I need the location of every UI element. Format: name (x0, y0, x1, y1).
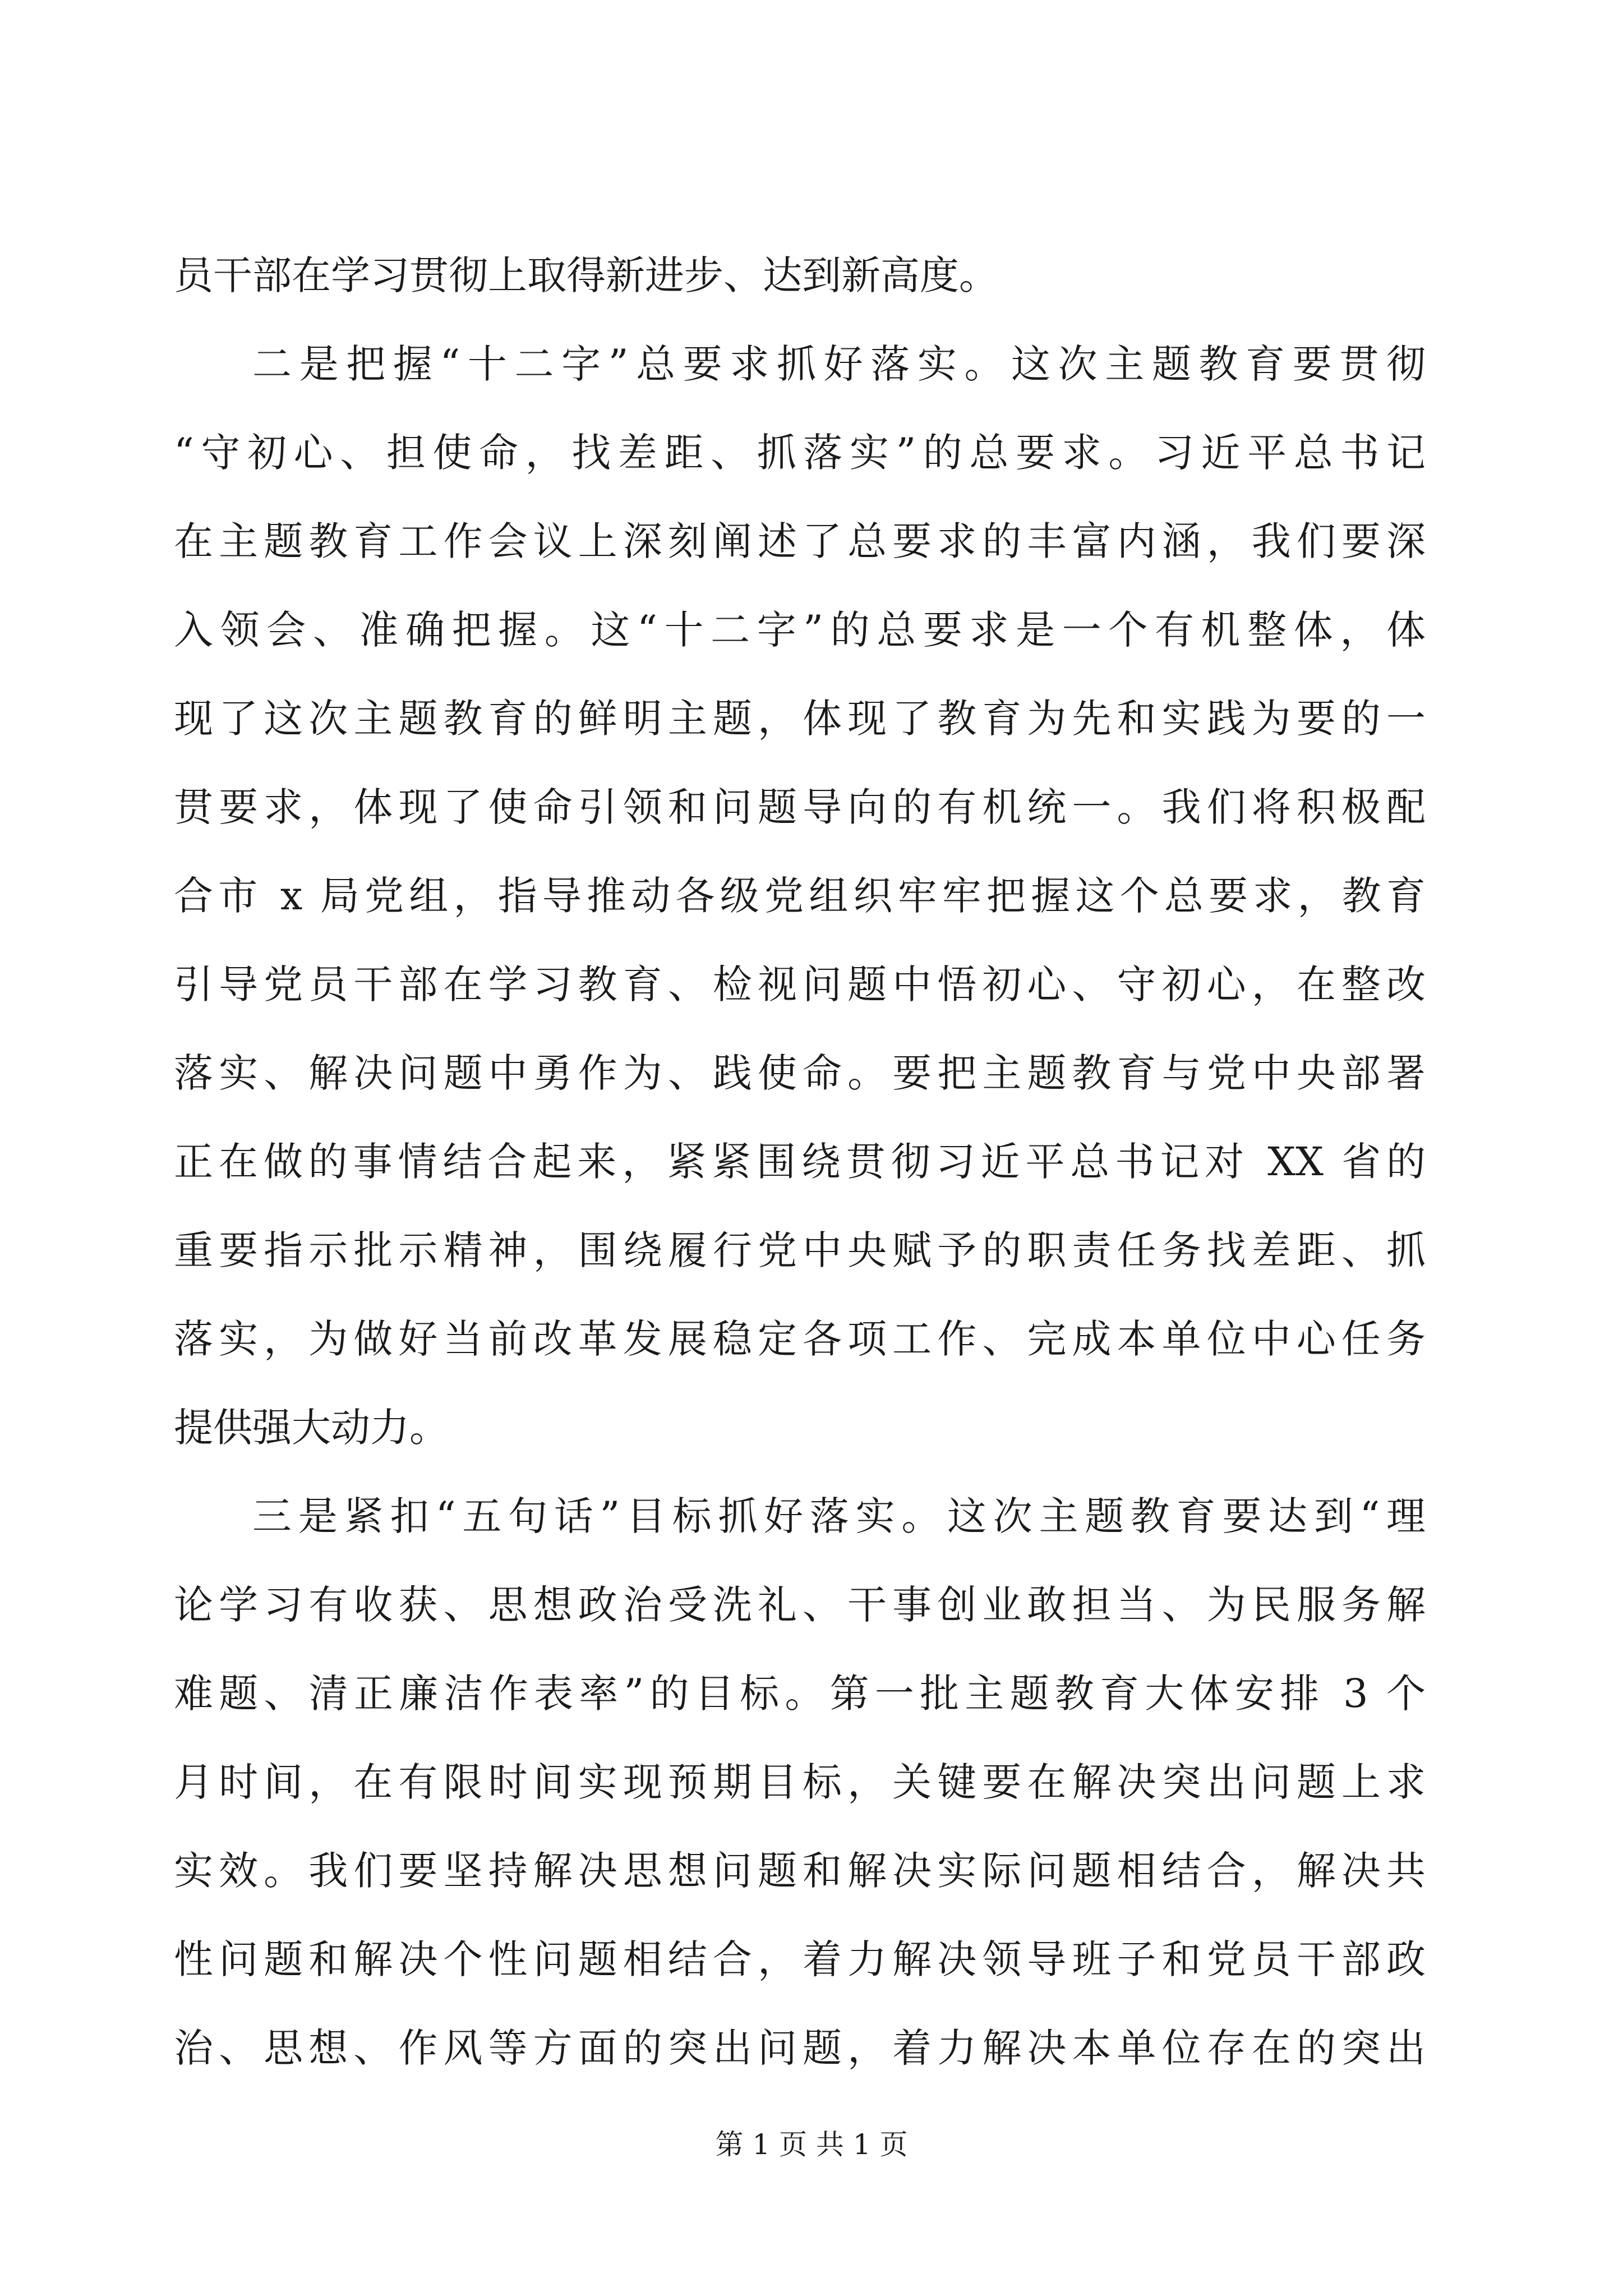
text-line: “守初心、担使命，找差距、抓落实”的总要求。习近平总书记 (174, 430, 1426, 476)
text-line: 性问题和解决个性问题相结合，着力解决领导班子和党员干部政 (174, 1936, 1426, 1982)
text-line: 提供强大动力。 (174, 1405, 449, 1451)
text-line: 在主题教育工作会议上深刻阐述了总要求的丰富内涵，我们要深 (174, 518, 1426, 564)
text-line: 月时间，在有限时间实现预期目标，关键要在解决突出问题上求 (174, 1759, 1426, 1805)
page-footer: 第 1 页 共 1 页 (715, 2128, 908, 2161)
text-line: 重要指示批示精神，围绕履行党中央赋予的职责任务找差距、抓 (174, 1227, 1426, 1273)
text-line: 合市 x 局党组，指导推动各级党组织牢牢把握这个总要求，教育 (174, 873, 1426, 919)
paragraph-3-line-1: 三是紧扣“五句话”目标抓好落实。这次主题教育要达到“理 (252, 1493, 1426, 1539)
paragraph-2-line-1: 二是把握“十二字”总要求抓好落实。这次主题教育要贯彻 (252, 341, 1426, 387)
text-line: 论学习有收获、思想政治受洗礼、干事创业敢担当、为民服务解 (174, 1582, 1426, 1628)
text-line: 治、思想、作风等方面的突出问题，着力解决本单位存在的突出 (174, 2025, 1426, 2071)
text-line: 入领会、准确把握。这“十二字”的总要求是一个有机整体，体 (174, 607, 1426, 653)
text-line: 正在做的事情结合起来，紧紧围绕贯彻习近平总书记对 XX 省的 (174, 1139, 1426, 1185)
text-line: 员干部在学习贯彻上取得新进步、达到新高度。 (174, 252, 998, 298)
text-line: 落实、解决问题中勇作为、践使命。要把主题教育与党中央部署 (174, 1050, 1426, 1096)
text-line: 难题、清正廉洁作表率”的目标。第一批主题教育大体安排 3 个 (174, 1671, 1426, 1717)
text-line: 现了这次主题教育的鲜明主题，体现了教育为先和实践为要的一 (174, 696, 1426, 742)
text-line: 贯要求，体现了使命引领和问题导向的有机统一。我们将积极配 (174, 784, 1426, 830)
text-line: 实效。我们要坚持解决思想问题和解决实际问题相结合，解决共 (174, 1848, 1426, 1894)
text-line: 落实，为做好当前改革发展稳定各项工作、完成本单位中心任务 (174, 1316, 1426, 1362)
text-line: 引导党员干部在学习教育、检视问题中悟初心、守初心，在整改 (174, 961, 1426, 1007)
document-body (174, 231, 1426, 2092)
